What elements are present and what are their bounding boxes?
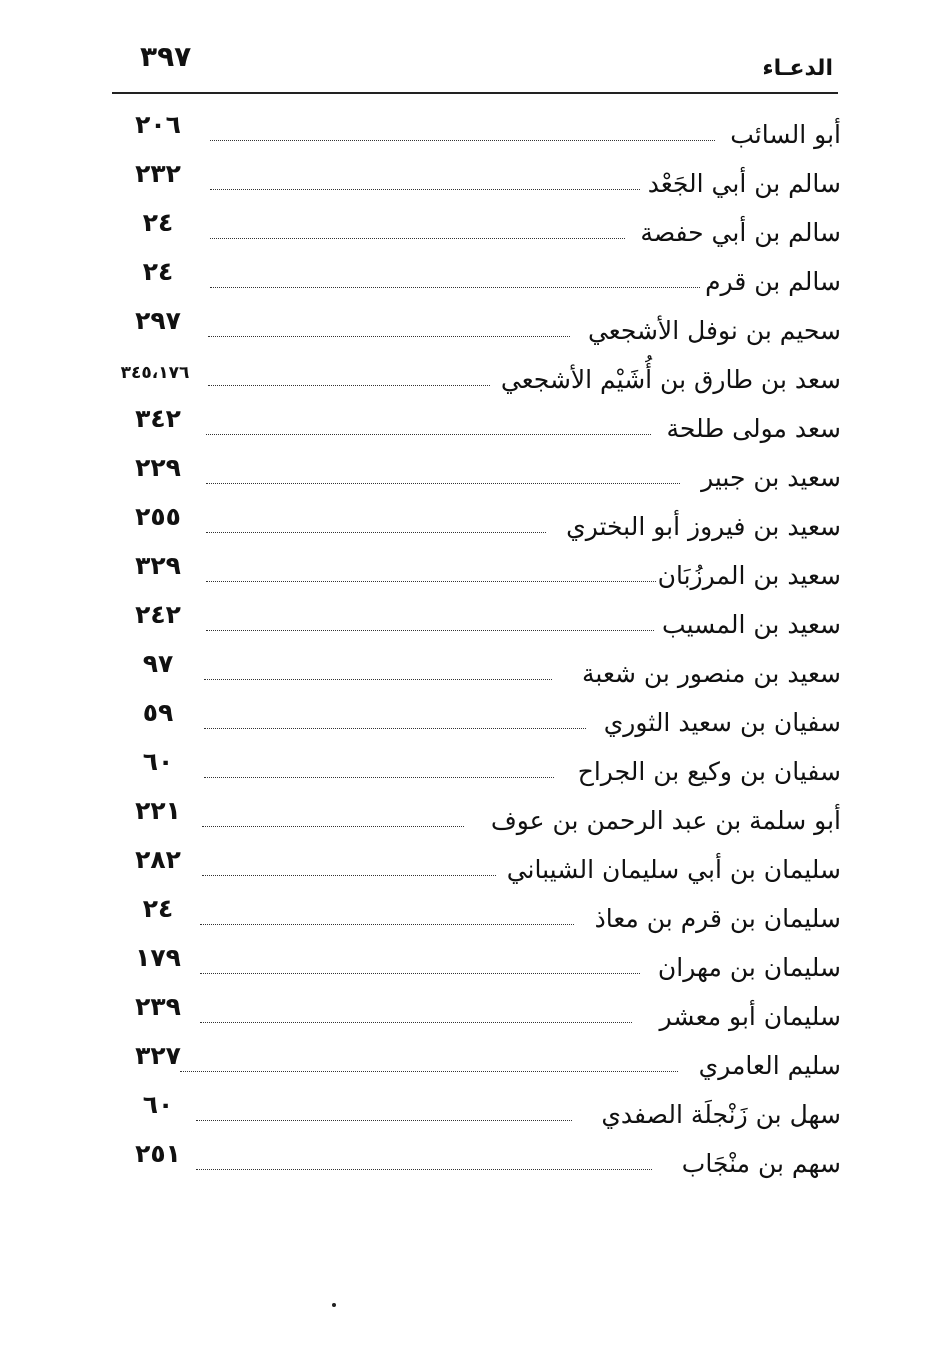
leader-dots [196, 1120, 572, 1121]
entry-page-number: ٢٠٦ [135, 110, 181, 139]
entry-page-number: ٢٢٩ [135, 453, 181, 482]
index-entry [0, 110, 943, 159]
entry-name: أبو السائب [730, 120, 841, 149]
running-header-title: الدعـاء [762, 56, 833, 81]
entry-name: سهم بن منْجَاب [681, 1149, 841, 1178]
entry-page-number: ٣٢٧ [135, 1041, 181, 1070]
index-entry [0, 404, 943, 453]
index-entry [0, 1090, 943, 1139]
index-entry [0, 1139, 943, 1188]
index-entry [0, 845, 943, 894]
entry-page-number: ٣٢٩ [135, 551, 181, 580]
entry-page-number: ٣٤٥،١٧٦ [120, 363, 190, 383]
leader-dots [200, 973, 640, 974]
index-entry [0, 600, 943, 649]
entry-name: سعيد بن المسيب [662, 610, 841, 639]
index-entry [0, 698, 943, 747]
entry-page-number: ٢٤٢ [135, 600, 181, 629]
index-entry [0, 306, 943, 355]
index-entry [0, 159, 943, 208]
leader-dots [210, 287, 700, 288]
leader-dots [202, 875, 496, 876]
entry-page-number: ٢٥٥ [135, 502, 181, 531]
entry-name: سليمان بن أبي سليمان الشيباني [506, 855, 841, 884]
leader-dots [200, 924, 574, 925]
index-entry [0, 992, 943, 1041]
entry-name: سالم بن أبي حفصة [640, 218, 841, 247]
entry-name: سعيد بن المرزُبَان [657, 561, 841, 590]
index-entry [0, 943, 943, 992]
entry-page-number: ٢٥١ [135, 1139, 181, 1168]
entry-name: سالم بن قرم [705, 267, 841, 296]
entry-page-number: ٦٠ [142, 1090, 174, 1119]
leader-dots [180, 1071, 678, 1072]
index-entry [0, 551, 943, 600]
entry-page-number: ٦٠ [142, 747, 174, 776]
leader-dots [210, 189, 640, 190]
entry-name: سالم بن أبي الجَعْد [647, 169, 841, 198]
leader-dots [206, 434, 651, 435]
entry-page-number: ٢٤ [142, 208, 174, 237]
entry-name: سفيان بن سعيد الثوري [603, 708, 841, 737]
leader-dots [202, 826, 464, 827]
leader-dots [208, 336, 570, 337]
leader-dots [206, 483, 680, 484]
entry-page-number: ٥٩ [142, 698, 174, 727]
index-entry [0, 894, 943, 943]
leader-dots [204, 777, 554, 778]
entry-page-number: ٢٤ [142, 894, 174, 923]
page-number: ٣٩٧ [140, 40, 192, 73]
entry-page-number: ٣٤٢ [135, 404, 181, 433]
leader-dots [204, 728, 586, 729]
entry-page-number: ٢٨٢ [135, 845, 181, 874]
entry-name: سليم العامري [698, 1051, 841, 1080]
leader-dots [208, 385, 490, 386]
entry-name: أبو سلمة بن عبد الرحمن بن عوف [490, 806, 841, 835]
entry-name: سفيان بن وكيع بن الجراح [577, 757, 841, 786]
leader-dots [206, 532, 546, 533]
leader-dots [196, 1169, 652, 1170]
entry-name: سليمان أبو معشر [659, 1002, 841, 1031]
index-entry [0, 1041, 943, 1090]
entry-name: سعيد بن جبير [701, 463, 841, 492]
leader-dots [206, 630, 654, 631]
entry-page-number: ٢٣٢ [135, 159, 181, 188]
entry-page-number: ١٧٩ [135, 943, 181, 972]
entry-page-number: ٢٢١ [135, 796, 181, 825]
entry-name: سعد بن طارق بن أُشَيْم الأشجعي [500, 365, 841, 394]
index-entry [0, 649, 943, 698]
index-entry [0, 502, 943, 551]
leader-dots [200, 1022, 632, 1023]
leader-dots [204, 679, 552, 680]
entry-name: سليمان بن قرم بن معاذ [594, 904, 841, 933]
print-speck [332, 1303, 336, 1307]
index-entry [0, 355, 943, 404]
leader-dots [210, 238, 625, 239]
header-rule [112, 92, 838, 94]
index-entry [0, 796, 943, 845]
entry-name: سعد مولى طلحة [666, 414, 841, 443]
entry-page-number: ٢٤ [142, 257, 174, 286]
index-entry [0, 208, 943, 257]
index-entry [0, 453, 943, 502]
entry-name: سهل بن زَنْجلَة الصفدي [601, 1100, 841, 1129]
entry-name: سليمان بن مهران [657, 953, 841, 982]
entry-page-number: ٢٩٧ [135, 306, 181, 335]
index-entry [0, 257, 943, 306]
index-entry [0, 747, 943, 796]
entry-page-number: ٩٧ [142, 649, 174, 678]
entry-name: سحيم بن نوفل الأشجعي [587, 316, 841, 345]
leader-dots [206, 581, 656, 582]
entry-name: سعيد بن منصور بن شعبة [582, 659, 841, 688]
entry-page-number: ٢٣٩ [135, 992, 181, 1021]
entry-name: سعيد بن فيروز أبو البختري [566, 512, 841, 541]
leader-dots [210, 140, 715, 141]
